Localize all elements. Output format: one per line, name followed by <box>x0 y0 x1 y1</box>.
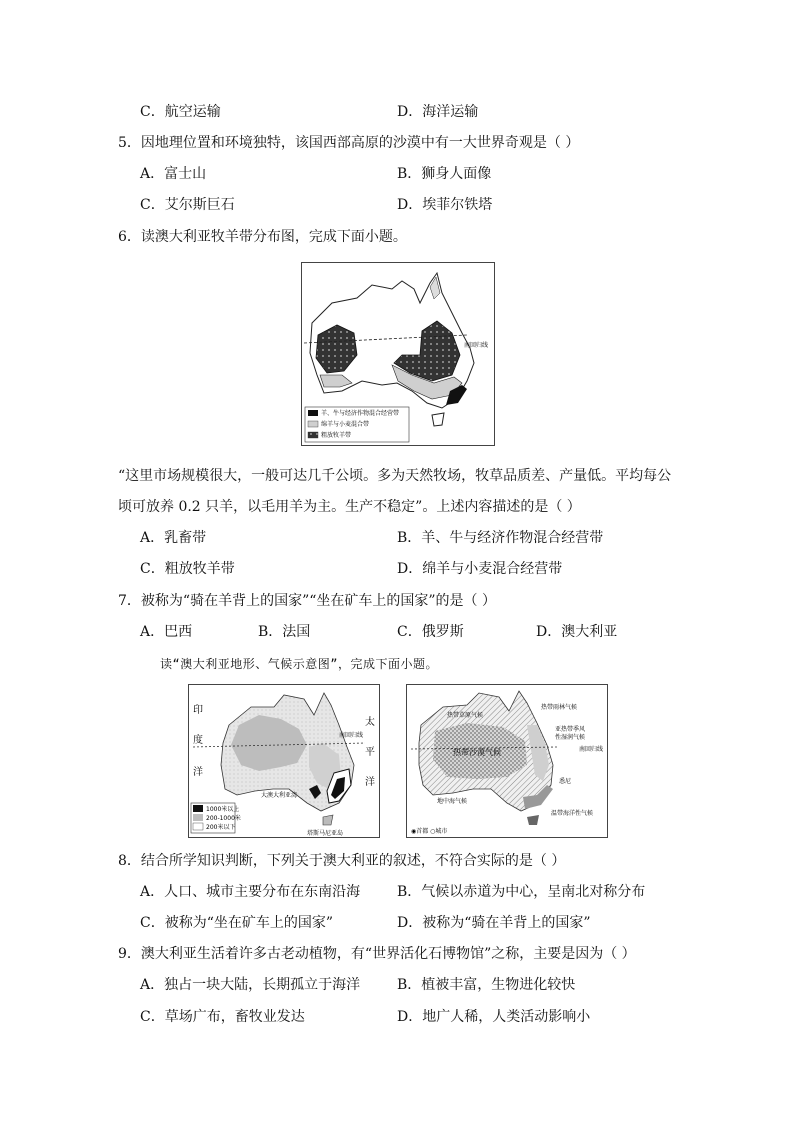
q9-stem: 9．澳大利亚生活着许多古老动植物，有“世界活化石博物馆”之称，主要是因为（ ） <box>118 946 636 962</box>
ocean-right-3: 洋 <box>365 777 375 788</box>
q5-option-a: A．富士山 <box>140 166 207 182</box>
q8-option-c: C．被称为“坐在矿车上的国家” <box>140 915 334 931</box>
q9-option-a: A．独占一块大陆，长期孤立于海洋 <box>140 977 361 993</box>
climate-tropic-label: 南回归线 <box>579 746 604 753</box>
legend-mixed: 羊、牛与经济作物混合经营带 <box>321 410 400 417</box>
ocean-right-2: 平 <box>365 747 375 758</box>
terrain-map-graphic <box>189 685 379 837</box>
terrain-legend-high: 1000米以上 <box>206 806 240 813</box>
q7-option-c: C．俄罗斯 <box>397 624 464 640</box>
q8-option-a: A．人口、城市主要分布在东南沿海 <box>140 884 361 900</box>
q6-passage-line2: 顷可放养 0.2 只羊，以毛用羊为主。生产不稳定”。上述内容描述的是（ ） <box>118 499 581 515</box>
q6-option-c: C．粗放牧羊带 <box>140 561 235 577</box>
q6-passage-line1: “这里市场规模很大，一般可达几千公顷。多为天然牧场，牧草品质差、产量低。平均每公 <box>118 468 672 484</box>
climate-sydney-label: 悉尼 <box>559 778 572 785</box>
q6-option-a: A．乳畜带 <box>140 530 207 546</box>
terrain-legend-mid: 200-1000米 <box>206 815 241 822</box>
climate-map-graphic <box>407 685 607 837</box>
tasmania-label: 塔斯马尼亚岛 <box>307 830 344 837</box>
q7-option-a: A．巴西 <box>140 624 193 640</box>
climate-savanna-label: 热带草原气候 <box>447 712 484 719</box>
climate-desert-label: 热带沙漠气候 <box>453 748 501 757</box>
climate-map <box>406 684 608 838</box>
q8-option-d: D．被称为“骑在羊背上的国家” <box>397 915 591 931</box>
q5-option-b: B．狮身人面像 <box>397 166 492 182</box>
q6-stem: 6．读澳大利亚牧羊带分布图，完成下面小题。 <box>118 229 407 245</box>
q7-option-b: B．法国 <box>258 624 311 640</box>
q8-stem: 8．结合所学知识判断，下列关于澳大利亚的叙述，不符合实际的是（ ） <box>118 853 566 869</box>
maps-intro: 读“澳大利亚地形、气候示意图”，完成下面小题。 <box>160 657 438 671</box>
terrain-tropic-label: 南回归线 <box>339 732 364 739</box>
q8-option-b: B．气候以赤道为中心，呈南北对称分布 <box>397 884 646 900</box>
q4-option-c: C．航空运输 <box>140 104 221 120</box>
climate-rainforest-label: 热带雨林气候 <box>541 704 578 711</box>
q6-option-b: B．羊、牛与经济作物混合经营带 <box>397 530 604 546</box>
q5-stem: 5．因地理位置和环境独特，该国西部高原的沙漠中有一大世界奇观是（ ） <box>118 135 580 151</box>
climate-mediterranean-label: 地中海气候 <box>437 798 468 805</box>
terrain-map <box>188 684 380 838</box>
basin-label: 大澳大利亚湾 <box>261 792 298 799</box>
climate-monsoon-label-2: 性湿润气候 <box>555 734 586 741</box>
climate-monsoon-label-1: 亚热带季风 <box>555 726 586 733</box>
tropic-label: 南回归线 <box>464 342 489 349</box>
q9-option-c: C．草场广布，畜牧业发达 <box>140 1009 305 1025</box>
q7-stem: 7．被称为“骑在羊背上的国家”“坐在矿车上的国家”的是（ ） <box>118 593 496 609</box>
q4-option-d: D．海洋运输 <box>397 104 479 120</box>
sheep-belt-map <box>301 262 495 446</box>
terrain-legend-low: 200米以下 <box>206 824 236 831</box>
ocean-left-1: 印 <box>193 705 203 716</box>
q9-option-d: D．地广人稀，人类活动影响小 <box>397 1009 591 1025</box>
sheep-belt-map-graphic <box>302 263 494 445</box>
q6-option-d: D．绵羊与小麦混合经营带 <box>397 561 563 577</box>
ocean-left-3: 洋 <box>193 767 203 778</box>
legend-extensive-grazing: 粗放牧羊带 <box>321 432 352 439</box>
ocean-right-1: 太 <box>365 717 375 728</box>
q5-option-c: C．艾尔斯巨石 <box>140 197 235 213</box>
climate-oceanic-label: 温带海洋性气候 <box>551 810 594 817</box>
ocean-left-2: 度 <box>193 735 203 746</box>
q7-option-d: D．澳大利亚 <box>536 624 618 640</box>
climate-legend: ◉首都 ○城市 <box>411 828 448 835</box>
q5-option-d: D．埃菲尔铁塔 <box>397 197 493 213</box>
q9-option-b: B．植被丰富，生物进化较快 <box>397 977 576 993</box>
legend-sheep-wheat: 绵羊与小麦混合带 <box>321 421 370 428</box>
